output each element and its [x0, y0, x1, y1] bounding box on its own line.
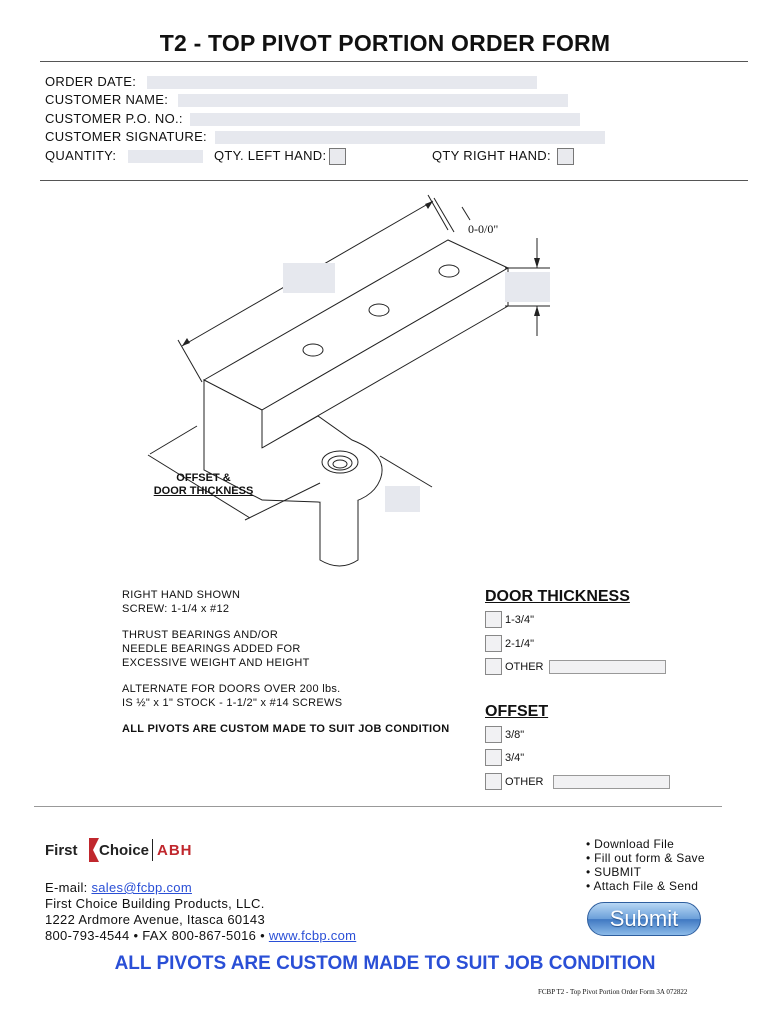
quantity-label: QUANTITY:	[45, 148, 117, 163]
note-line: ALL PIVOTS ARE CUSTOM MADE TO SUIT JOB CONDITION	[122, 723, 450, 735]
offset-checkbox-1[interactable]	[485, 726, 502, 743]
note-line: IS ½" x 1" STOCK - 1-1/2" x #14 SCREWS	[122, 697, 343, 709]
offset-heading: OFFSET	[485, 703, 549, 720]
note-line: EXCESSIVE WEIGHT AND HEIGHT	[122, 657, 310, 669]
customer-signature-label: CUSTOMER SIGNATURE:	[45, 129, 207, 144]
note-line: ALTERNATE FOR DOORS OVER 200 lbs.	[122, 683, 341, 695]
page-title: T2 - TOP PIVOT PORTION ORDER FORM	[159, 30, 611, 56]
note-line: THRUST BEARINGS AND/OR	[122, 629, 279, 641]
offset-checkbox-other[interactable]	[485, 773, 502, 790]
footer-divider	[34, 806, 722, 807]
website-link[interactable]: www.fcbp.com	[268, 928, 357, 943]
note-line: NEEDLE BEARINGS ADDED FOR	[122, 643, 301, 655]
offset-label-line1: OFFSET &	[176, 472, 231, 484]
note-line: SCREW: 1-1/4 x #12	[122, 603, 230, 615]
door-thickness-option-other: OTHER	[505, 661, 544, 673]
phone-fax: 800-793-4544 • FAX 800-867-5016 •	[45, 928, 269, 943]
pin-dimension-field[interactable]	[385, 486, 420, 512]
qty-left-label: QTY. LEFT HAND:	[214, 148, 327, 163]
company-name: First Choice Building Products, LLC.	[45, 896, 265, 911]
step-item: • Fill out form & Save	[586, 851, 705, 865]
height-dimension-field[interactable]	[505, 272, 550, 302]
submit-button[interactable]: Submit	[587, 902, 701, 936]
offset-option-other: OTHER	[505, 776, 544, 788]
offset-option-1: 3/8"	[505, 729, 525, 741]
offset-option-2: 3/4"	[505, 752, 525, 764]
offset-door-thickness-label	[146, 472, 261, 498]
contact-info	[45, 880, 356, 944]
logo-choice: Choice	[99, 842, 150, 859]
length-dimension-field[interactable]	[283, 263, 335, 293]
door-thickness-option-1: 1-3/4"	[505, 614, 534, 626]
offset-checkbox-2[interactable]	[485, 749, 502, 766]
door-thickness-checkbox-1[interactable]	[485, 611, 502, 628]
notes	[122, 588, 450, 736]
custom-pivots-banner: ALL PIVOTS ARE CUSTOM MADE TO SUIT JOB CONDITION	[114, 953, 656, 974]
offset-label-line2: DOOR THICKNESS	[153, 485, 254, 497]
company-logo	[45, 836, 210, 866]
step-item: • Attach File & Send	[586, 879, 699, 893]
door-thickness-checkbox-other[interactable]	[485, 658, 502, 675]
logo-first: First	[45, 842, 78, 859]
logo-abh: ABH	[157, 842, 193, 859]
email-link[interactable]: sales@fcbp.com	[91, 880, 192, 895]
offset-dimension-label: 0-0/0"	[468, 222, 499, 236]
note-line: RIGHT HAND SHOWN	[122, 589, 241, 601]
submission-steps	[586, 837, 705, 893]
customer-po-label: CUSTOMER P.O. NO.:	[45, 111, 183, 126]
email-label: E-mail:	[45, 880, 92, 895]
door-thickness-option-2: 2-1/4"	[505, 638, 534, 650]
step-item: • Download File	[586, 837, 675, 851]
step-item: • SUBMIT	[586, 865, 642, 879]
order-date-label: ORDER DATE:	[45, 74, 137, 89]
customer-name-label: CUSTOMER NAME:	[45, 92, 169, 107]
door-thickness-other-field[interactable]	[549, 660, 666, 674]
qty-right-label: QTY RIGHT HAND:	[432, 148, 551, 163]
offset-other-field[interactable]	[553, 775, 670, 789]
door-thickness-checkbox-2[interactable]	[485, 635, 502, 652]
door-thickness-heading: DOOR THICKNESS	[485, 588, 630, 605]
form-footer: FCBP T2 - Top Pivot Portion Order Form 3A 072822	[538, 988, 688, 996]
company-address: 1222 Ardmore Avenue, Itasca 60143	[45, 912, 265, 927]
